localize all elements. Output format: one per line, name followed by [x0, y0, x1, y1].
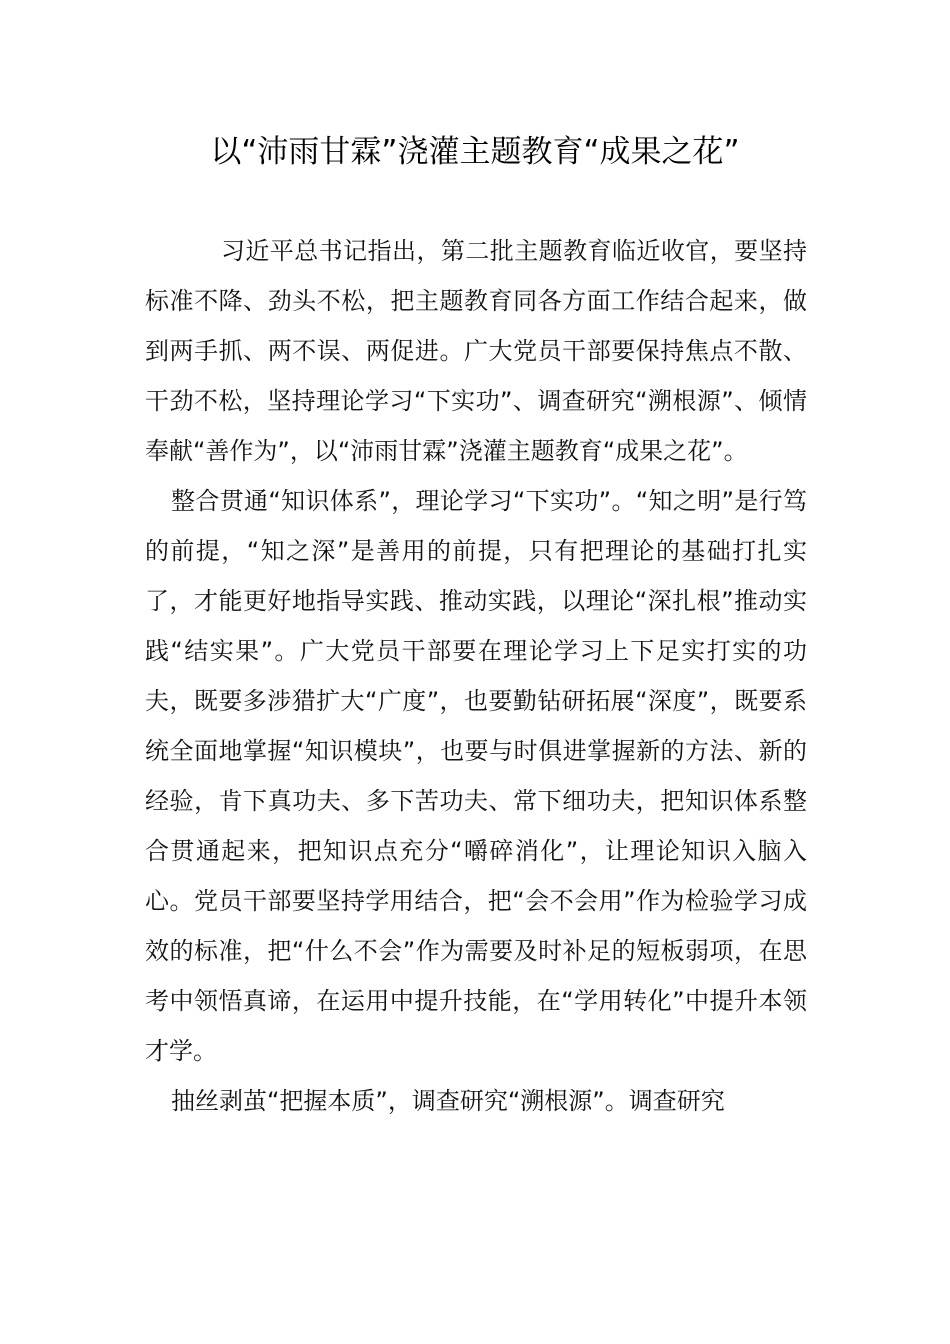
- document-title: 以“沛雨甘霖”浇灌主题教育“成果之花”: [210, 134, 740, 170]
- paragraph-1: 习近平总书记指出，第二批主题教育临近收官，要坚持标准不降、劲头不松，把主题教育同各方面工作结合起来，做到两手抓、两不误、两促进。广大党员干部要保持焦点不散、干劲不松，坚持理论学习“下实功”、调查研究“溯根源”、倾情奉献“善作为”，以“沛雨甘霖”浇灌主题教育“成果之花”。: [145, 237, 807, 465]
- paragraph-2: 整合贯通“知识体系”，理论学习“下实功”。“知之明”是行笃的前提，“知之深”是善用的前提，只有把理论的基础打扎实了，才能更好地指导实践、推动实践，以理论“深扎根”推动实践“结实果”。广大党员干部要在理论学习上下足实打实的功夫，既要多涉猎扩大“广度”，也要勤钻研拓展“深度”，既要系统全面地掌握“知识模块”，也要与时俱进掌握新的方法、新的经验，肯下真功夫、多下苦功夫、常下细功夫，把知识体系整合贯通起来，把知识点充分“嚼碎消化”，让理论知识入脑入心。党员干部要坚持学用结合，把“会不会用”作为检验学习成效的标准，把“什么不会”作为需要及时补足的短板弱项，在思考中领悟真谛，在运用中提升技能，在“学用转化”中提升本领才学。: [145, 487, 807, 1065]
- document-body: [145, 226, 807, 1126]
- paragraph-3: 抽丝剥茧“把握本质”，调查研究“溯根源”。调查研究: [171, 1087, 725, 1115]
